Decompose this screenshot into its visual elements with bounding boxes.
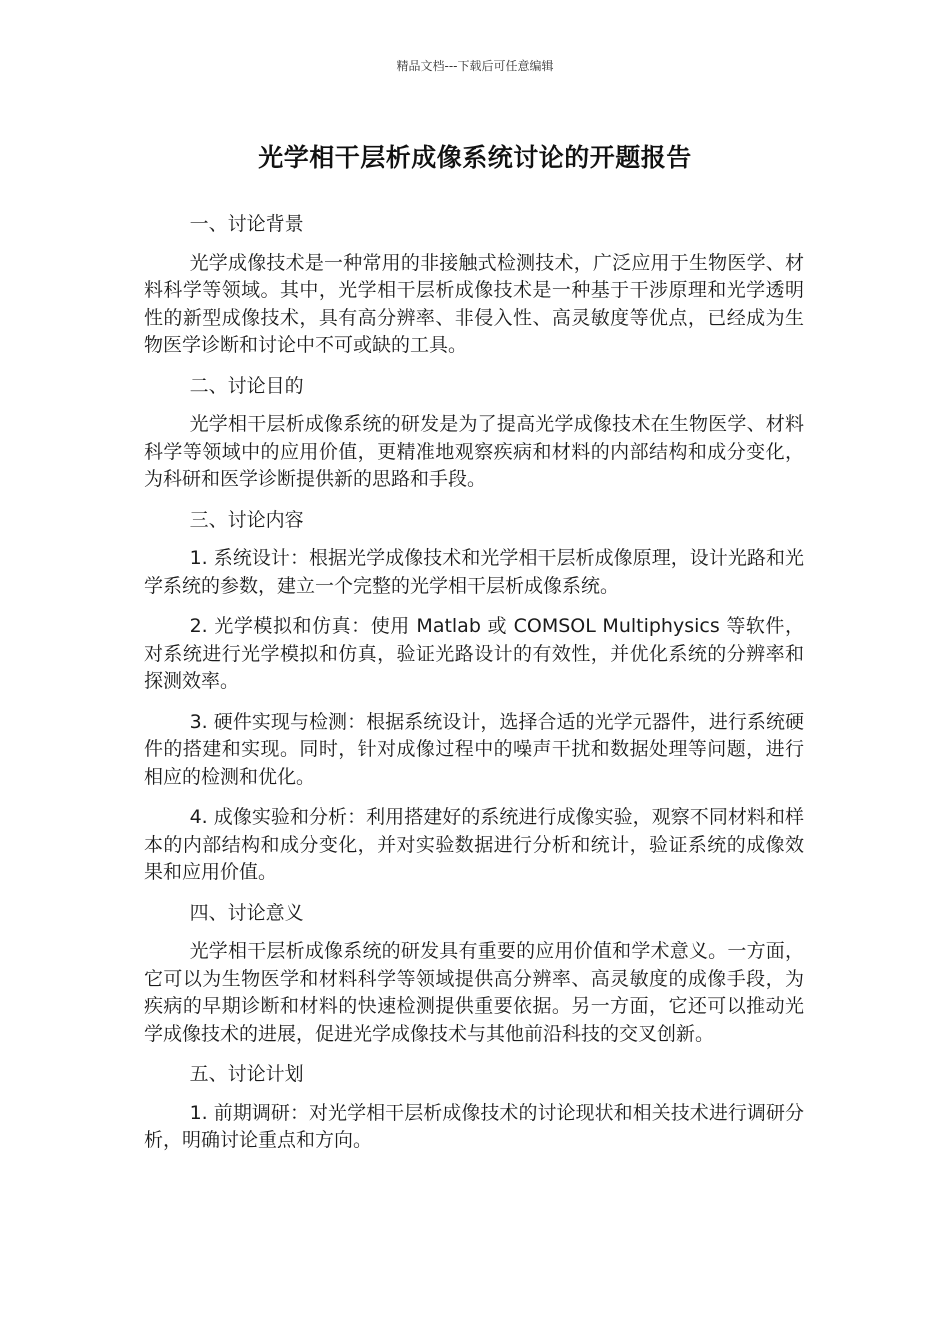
- paragraph-significance: 光学相干层析成像系统的研发具有重要的应用价值和学术意义。一方面，它可以为生物医学和材料科学等领域提供高分辨率、高灵敏度的成像手段，为疾病的早期诊断和材料的快速检测提供重要依据。另一方面，它还可以推动光学成像技术的进展，促进光学成像技术与其他前沿科技的交叉创新。: [144, 940, 804, 1045]
- section-heading-content: 三、讨论内容: [189, 508, 304, 531]
- header-note: 精品文档---下载后可任意编辑: [396, 59, 554, 73]
- section-heading-background: 一、讨论背景: [189, 213, 304, 235]
- paragraph-background: 光学成像技术是一种常用的非接触式检测技术，广泛应用于生物医学、材料科学等领域。其中，光学相干层析成像技术是一种基于干涉原理和光学透明性的新型成像技术，具有高分辨率、非侵入性、高灵敏度等优点，已经成为生物医学诊断和讨论中不可或缺的工具。: [144, 251, 804, 356]
- section-heading-purpose: 二、讨论目的: [189, 374, 304, 397]
- section-heading-plan: 五、讨论计划: [189, 1063, 304, 1085]
- paragraph-content-item-4: 4. 成像实验和分析：利用搭建好的系统进行成像实验，观察不同材料和样本的内部结构和成分变化，并对实验数据进行分析和统计，验证系统的成像效果和应用价值。: [144, 806, 804, 883]
- paragraph-content-item-3: 3. 硬件实现与检测：根据系统设计，选择合适的光学元器件，进行系统硬件的搭建和实现。同时，针对成像过程中的噪声干扰和数据处理等问题，进行相应的检测和优化。: [144, 710, 804, 788]
- document-title: 光学相干层析成像系统讨论的开题报告: [258, 143, 692, 172]
- paragraph-plan-item-1: 1. 前期调研：对光学相干层析成像技术的讨论现状和相关技术进行调研分析，明确讨论重点和方向。: [144, 1101, 804, 1151]
- paragraph-content-item-2: 2. 光学模拟和仿真：使用 Matlab 或 COMSOL Multiphysics 等软件，对系统进行光学模拟和仿真，验证光路设计的有效性，并优化系统的分辨率和探测效率。: [144, 615, 804, 692]
- document-body: [144, 211, 804, 1168]
- paragraph-content-item-1: 1. 系统设计：根据光学成像技术和光学相干层析成像原理，设计光路和光学系统的参数，建立一个完整的光学相干层析成像系统。: [144, 547, 804, 597]
- section-heading-significance: 四、讨论意义: [189, 901, 304, 924]
- paragraph-purpose: 光学相干层析成像系统的研发是为了提高光学成像技术在生物医学、材料科学等领域中的应用价值，更精准地观察疾病和材料的内部结构和成分变化，为科研和医学诊断提供新的思路和手段。: [144, 413, 804, 490]
